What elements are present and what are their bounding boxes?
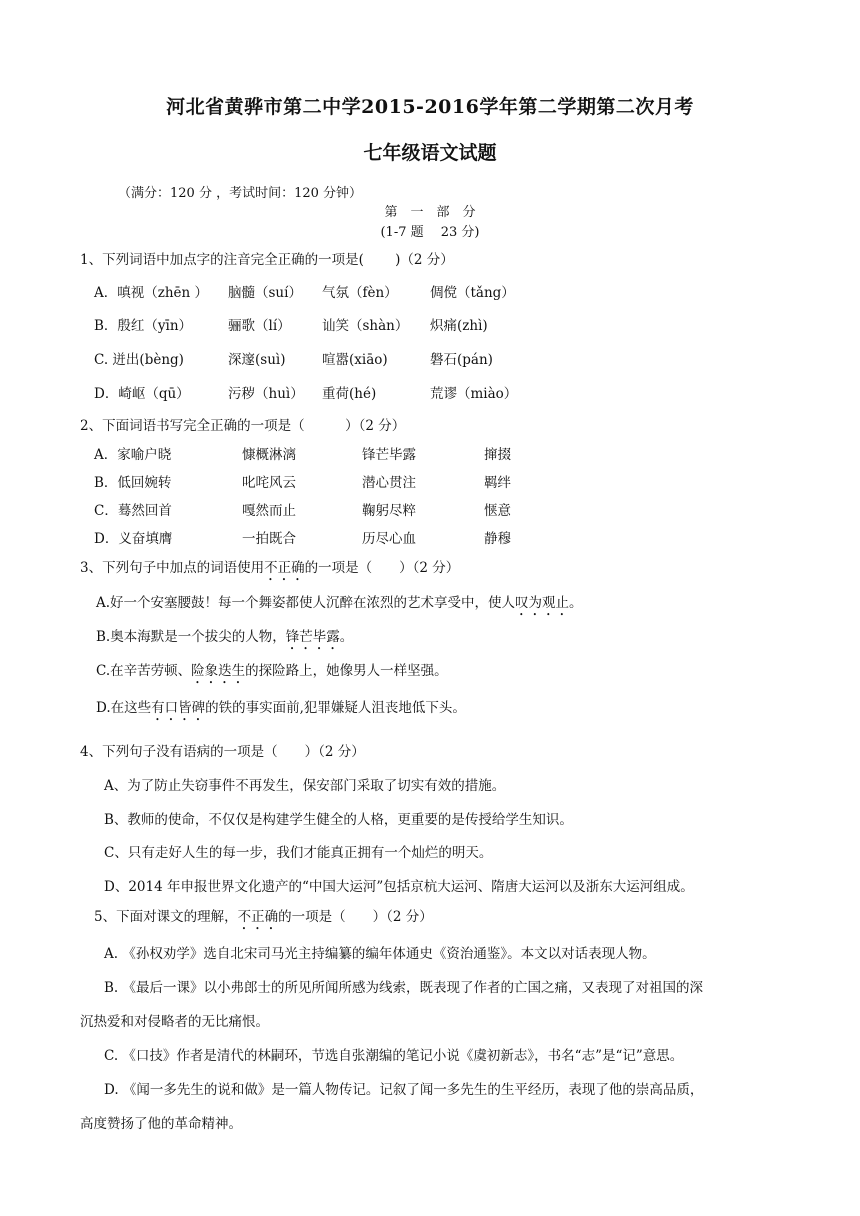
question-3-option-b: B.奥本海默是一个拔尖的人物，锋芒毕露。 (96, 629, 354, 645)
part-range: (1-7 题 23 分) (380, 225, 480, 240)
question-3-option-a: A.好一个安塞腰鼓！每一个舞姿都使人沉醉在浓烈的艺术享受中，使人叹为观止。 (96, 595, 583, 611)
question-1-row-b-item-2: 骊歌（lí） (228, 318, 291, 334)
question-2-row-b-item-4: 羁绊 (484, 475, 511, 491)
question-4-option-a: A、为了防止失窃事件不再发生，保安部门采取了切实有效的措施。 (104, 778, 506, 794)
question-2-row-c-item-4: 惬意 (484, 503, 511, 519)
question-1-row-b-item-4: 炽痛(zhì) (430, 318, 488, 334)
exam-info: （满分：120 分 ，考试时间：120 分钟） (118, 186, 363, 201)
question-1-row-c-item-3: 喧嚣(xiāo) (322, 352, 388, 368)
question-2-row-b-item-2: 叱咤风云 (242, 475, 296, 491)
question-1-row-b-item-3: 讪笑（shàn） (322, 318, 409, 334)
question-2-row-a-item-4: 撺掇 (484, 447, 511, 463)
question-2-row-b-item-3: 潜心贯注 (362, 475, 416, 491)
question-4-option-c: C、只有走好人生的每一步，我们才能真正拥有一个灿烂的明天。 (104, 845, 493, 861)
question-1-stem: 1、下列词语中加点字的注音完全正确的一项是( )（2 分） (80, 252, 454, 268)
question-1-row-b-item-1: B．殷红（yīn） (94, 318, 193, 334)
question-4-stem: 4、下列句子没有语病的一项是（ ）（2 分） (80, 744, 365, 760)
question-5-stem: 5、下面对课文的理解，不正确的一项是（ ）（2 分） (94, 909, 433, 925)
question-2-row-b-item-1: B．低回婉转 (94, 475, 172, 491)
question-3-option-c: C.在辛苦劳顿、险象迭生的探险路上，她像男人一样坚强。 (96, 663, 448, 679)
page-title: 河北省黄骅市第二中学2015-2016学年第二学期第二次月考 (166, 96, 694, 118)
question-2-row-d-item-2: 一拍既合 (242, 531, 296, 547)
question-2-row-c-item-1: C．蓦然回首 (94, 503, 172, 519)
question-1-row-c-item-2: 深邃(suì) (228, 352, 286, 368)
question-3-stem: 3、下列句子中加点的词语使用不正确的一项是（ ）（2 分） (80, 560, 460, 576)
question-1-row-a-item-3: 气氛（fèn） (322, 285, 398, 301)
question-1-row-a-item-1: A．嗔视（zhēn ） (94, 285, 209, 301)
question-2-row-a-item-3: 锋芒毕露 (362, 447, 416, 463)
question-1-row-a-item-2: 脑髓（suí） (228, 285, 302, 301)
question-1-row-d-item-3: 重荷(hé) (322, 386, 377, 402)
question-2-stem: 2、下面词语书写完全正确的一项是（ ）（2 分） (80, 418, 406, 434)
question-1-row-d-item-1: D．崎岖（qū） (94, 386, 190, 402)
question-1-row-c-item-1: C. 迸出(bèng) (94, 352, 184, 368)
question-1-row-d-item-4: 荒谬（miào） (430, 386, 518, 402)
question-5-option-b: B. 《最后一课》以小弗郎士的所见所闻所感为线索，既表现了作者的亡国之痛，又表现了对祖国的深 (104, 980, 704, 996)
question-5-option-d-cont: 高度赞扬了他的革命精神。 (80, 1116, 242, 1132)
question-2-row-d-item-3: 历尽心血 (362, 531, 416, 547)
question-5-option-c: C. 《口技》作者是清代的林嗣环，节选自张潮编的笔记小说《虞初新志》，书名“志”是“记”意思。 (104, 1048, 684, 1064)
page-subtitle: 七年级语文试题 (363, 142, 497, 164)
question-2-row-c-item-2: 嘎然而止 (242, 503, 296, 519)
part-label: 第 一 部 分 (384, 205, 476, 220)
question-2-row-d-item-1: D．义奋填膺 (94, 531, 173, 547)
question-1-row-d-item-2: 污秽（huì） (228, 386, 304, 402)
question-1-row-c-item-4: 磐石(pán) (430, 352, 493, 368)
question-5-option-b-cont: 沉热爱和对侵略者的无比痛恨。 (80, 1014, 269, 1030)
question-5-option-d: D. 《闻一多先生的说和做》是一篇人物传记。记叙了闻一多先生的生平经历，表现了他的崇高品质， (104, 1082, 704, 1098)
question-3-option-d: D.在这些有口皆碑的铁的事实面前,犯罪嫌疑人沮丧地低下头。 (96, 700, 466, 716)
question-2-row-a-item-2: 慷概淋漓 (242, 447, 296, 463)
question-5-option-a: A. 《孙权劝学》选自北宋司马光主持编纂的编年体通史《资治通鉴》。本文以对话表现人物。 (104, 946, 656, 962)
question-4-option-b: B、教师的使命，不仅仅是构建学生健全的人格，更重要的是传授给学生知识。 (104, 812, 573, 828)
question-2-row-d-item-4: 静穆 (484, 531, 511, 547)
question-4-option-d: D、2014 年申报世界文化遗产的“中国大运河”包括京杭大运河、隋唐大运河以及浙东大运河组成。 (104, 879, 694, 895)
question-2-row-a-item-1: A．家喻户晓 (94, 447, 172, 463)
question-2-row-c-item-3: 鞠躬尽粹 (362, 503, 416, 519)
question-1-row-a-item-4: 倜傥（tǎng） (430, 285, 515, 301)
